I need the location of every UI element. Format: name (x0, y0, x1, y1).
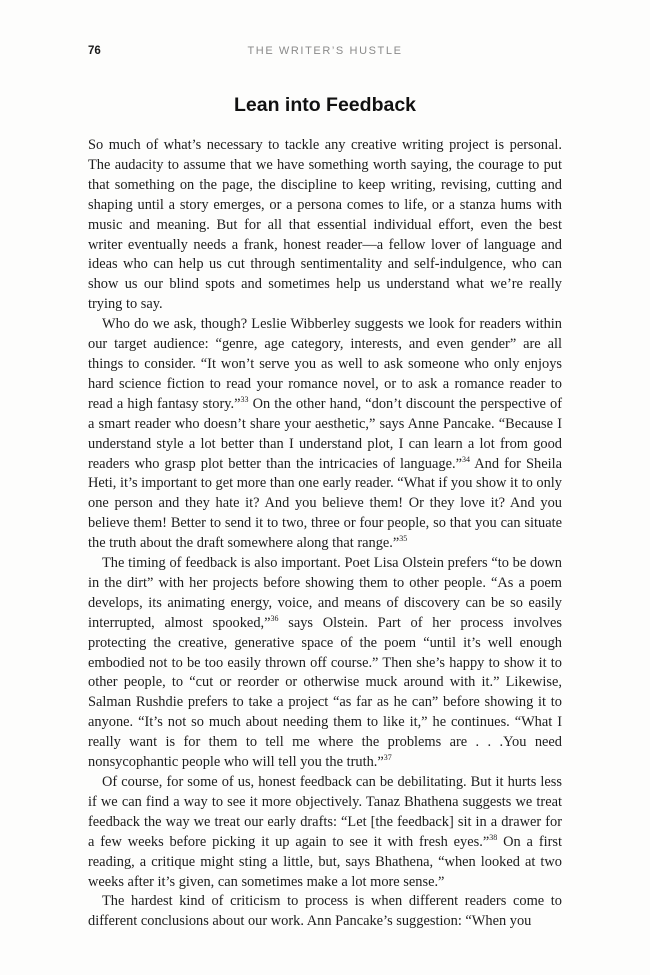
body-paragraph (88, 773, 562, 892)
body-paragraph (88, 554, 562, 773)
paragraph-text: says Olstein. Part of her process involves protecting the creative, generative space of the poem “until it’s well enough embodied not to be too easily thrown off course.” Then she’s happy to show it to other people, to “cut or reorder or otherwise muck around with it.” Likewise, Salman Rushdie prefers to take a project “as far as he can” before showing it to anyone. “It’s not so much about needing them to like it,” he continues. “What I really want is for them to tell me where the problems are . . .You need nonsycophantic people who will tell you the truth.” (88, 614, 563, 771)
section-title: Lean into Feedback (233, 94, 417, 116)
footnote-marker: 35 (399, 534, 408, 544)
footnote-marker: 34 (461, 454, 470, 464)
paragraph-text: Of course, for some of us, honest feedback can be debilitating. But it hurts less if we can find a way to see it more objectively. Tanaz Bhathena suggests we treat feedback the way we treat our early drafts: “Let [the feedback] sit in a drawer for a few weeks before picking it up again to see it with fresh eyes.” (88, 774, 562, 850)
paragraph-text: Who do we ask, though? Leslie Wibberley suggests we look for readers within our target audience: “genre, age category, interests, and even gender” are all things to consider. “It won’t serve you as well to ask someone who only enjoys hard science fiction to read your romance novel, or to ask a romance reader to read a high fantasy story.” (88, 316, 562, 412)
book-title: THE WRITER’S HUSTLE (247, 45, 403, 57)
body-paragraph (88, 892, 562, 932)
paragraph-text: So much of what’s necessary to tackle any creative writing project is personal. The audacity to assume that we have something worth saying, the courage to put that something on the page, the discipline to keep writing, revising, cutting and shaping until a story emerges, or a persona comes to life, or a stanza hums with music and meaning. But for all that essential individual effort, even the best writer eventually needs a frank, honest reader—a fellow lover of language and ideas who can help us cut through sentimentality and self-indulgence, who can show us our blind spots and sometimes help us understand what we’re really trying to say. (88, 137, 562, 313)
footnote-marker: 36 (270, 613, 279, 623)
running-head (88, 45, 562, 61)
paragraph-text: On the other hand, “don’t discount the perspective of a smart reader who doesn’t share your aesthetic,” says Anne Pancake. “Because I understand style a lot better than I understand plot, I can learn a lot from good readers who grasp plot better than the intricacies of language.” (88, 395, 562, 472)
body-paragraph (88, 315, 562, 554)
body-text (88, 136, 562, 932)
paragraph-text: On a first reading, a critique might sting a little, but, says Bhathena, “when looked at two weeks after it’s given, can sometimes make a lot more sense.” (88, 833, 562, 890)
paragraph-text: The timing of feedback is also important. Poet Lisa Olstein prefers “to be down in the dirt” with her projects before showing them to other people. “As a poem develops, its animating energy, voice, and means of discovery can be so easily interrupted, almost spooked,” (88, 555, 562, 631)
paragraph-text: And for Sheila Heti, it’s important to get more than one early reader. “What if you show it to only one person and they hate it? And you believe them! Or they love it? And you believe them! Better to send it to two, three or four people, so that you can situate the truth about the draft somewhere along that range.” (88, 455, 563, 552)
footnote-marker: 37 (383, 753, 392, 763)
footnote-marker: 33 (240, 394, 249, 404)
paragraph-text: The hardest kind of criticism to process is when different readers come to different conclusions about our work. Ann Pancake’s suggestion: “When you (88, 893, 562, 930)
footnote-marker: 38 (489, 832, 498, 842)
page-number: 76 (88, 45, 101, 57)
body-paragraph (88, 136, 562, 315)
